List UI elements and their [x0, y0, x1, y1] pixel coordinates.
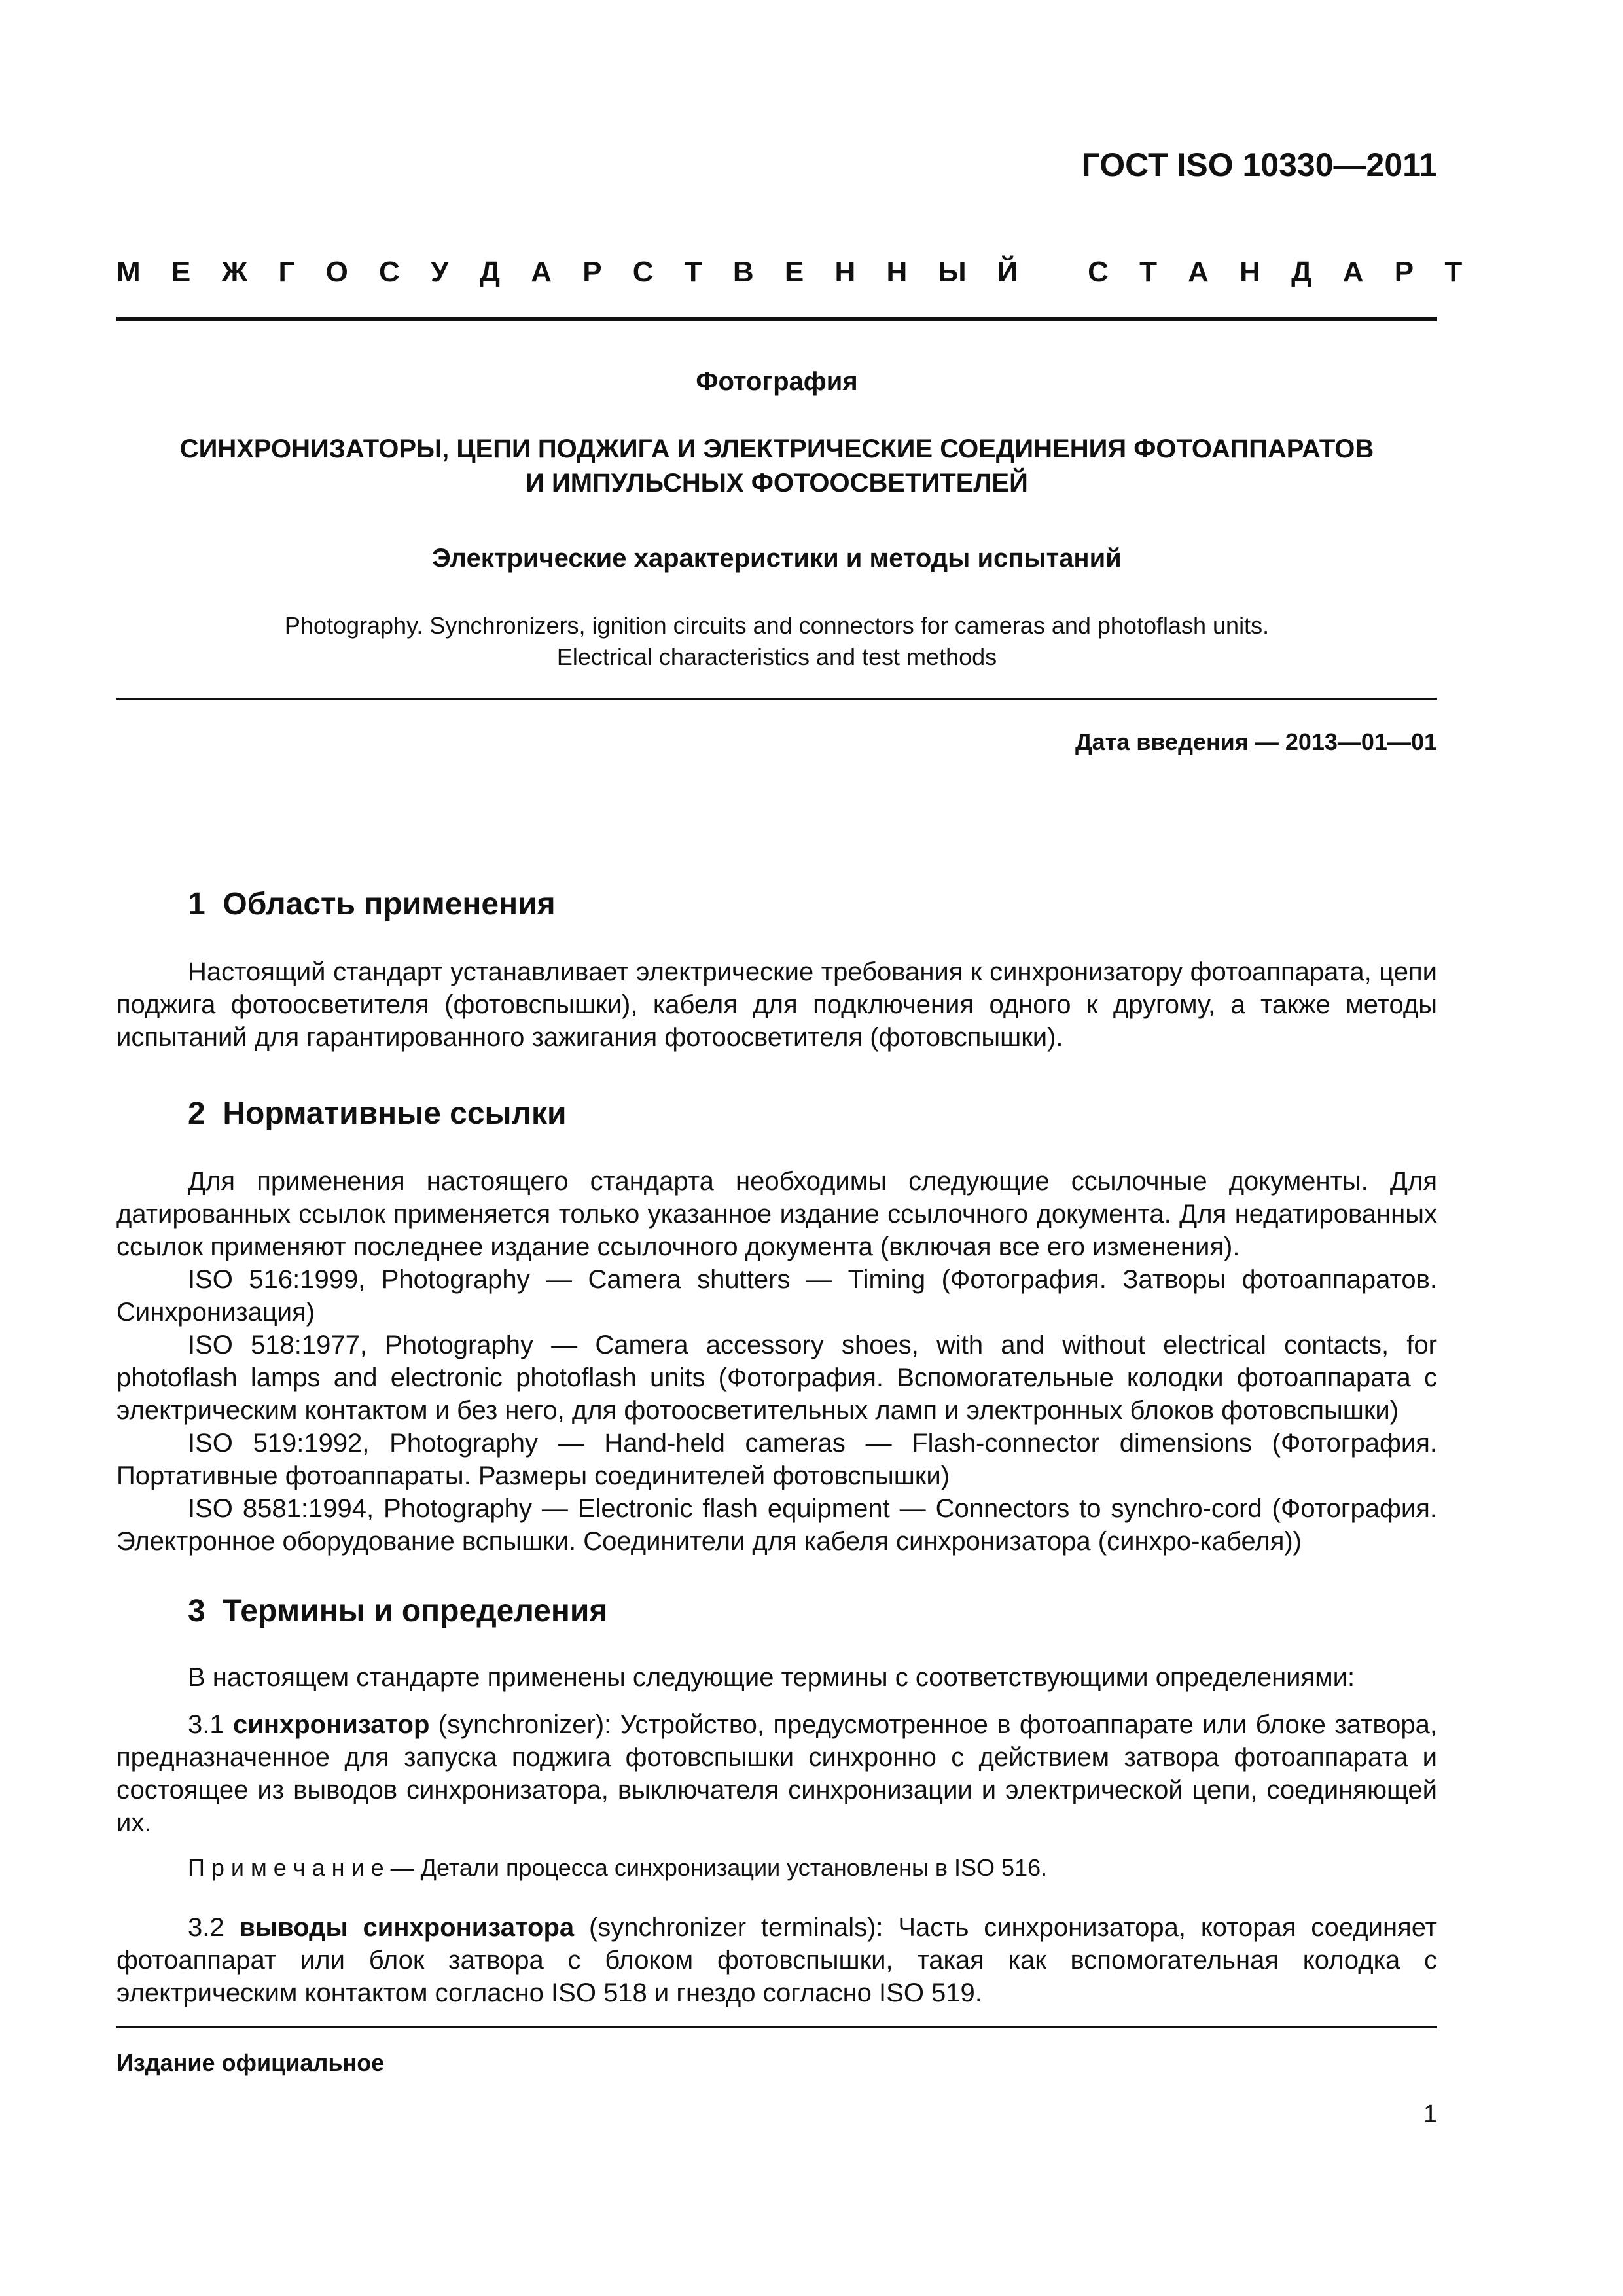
introduction-date: Дата введения — 2013—01—01 [1075, 728, 1437, 755]
section-2-paragraph: Для применения настоящего стандарта необходимы следующие ссылочные документы. Для датированных ссылок применяется только указанное издание ссылочного документа. Для недатированных ссылок применяют последнее издание ссылочного документа (включая все его изменения). [116, 1167, 1437, 1261]
footer-rule [116, 2026, 1437, 2028]
english-title-line-2: Electrical characteristics and test methods [556, 643, 997, 670]
section-1-heading: 1 Область применения [188, 887, 556, 922]
section-3-intro: В настоящем стандарте применены следующие термины с соответствующими определениями: [188, 1663, 1355, 1692]
term-3-2-definition: (synchronizer terminals): Часть синхронизатора, которая соединяет фотоаппарат или блок затвора с блоком фотовспышки, такая как вспомогательная колодка с электрическим контактом согласно ISO 518 и гнездо согласно ISO 519. [116, 1913, 1437, 2007]
term-3-2 [116, 1911, 1437, 2009]
term-3-1-definition: (synchronizer): Устройство, предусмотренное в фотоаппарате или блоке затвора, предназначенное для запуска поджига фотовспышки синхронно с действием затвора фотоаппарата и состоящее из выводов синхронизатора, выключателя синхронизации и электрической цепи, соединяющей их. [116, 1710, 1437, 1837]
term-3-2-name: выводы синхронизатора [239, 1913, 575, 1942]
english-title-line-1: Photography. Synchronizers, ignition circuits and connectors for cameras and photoflash units. [284, 612, 1270, 639]
section-1-paragraph: Настоящий стандарт устанавливает электрические требования к синхронизатору фотоаппарата, цепи поджига фотоосветителя (фотовспышки), кабеля для подключения одного к другому, а также методы испытаний для гарантированного зажигания фотоосветителя (фотовспышки). [116, 958, 1437, 1052]
header-rule [116, 317, 1437, 321]
section-2-heading: 2 Нормативные ссылки [188, 1096, 567, 1131]
term-3-1-number: 3.1 [188, 1710, 224, 1739]
reference-iso-8581: ISO 8581:1994, Photography — Electronic flash equipment — Connectors to synchro-cord (Фотография. Электронное оборудование вспышки. Соединители для кабеля синхронизатора (синхро-кабеля)) [116, 1494, 1437, 1556]
reference-iso-518: ISO 518:1977, Photography — Camera accessory shoes, with and without electrical contacts, for photoflash lamps and electronic photoflash units (Фотография. Вспомогательные колодки фотоаппарата с электрическим контактом и без него, для фотоосветительных ламп и электронных блоков фотовспышки) [116, 1331, 1437, 1425]
category-title: Фотография [696, 367, 858, 396]
document-code: ГОСТ ISO 10330—2011 [1081, 147, 1437, 183]
term-3-1-name: синхронизатор [232, 1710, 430, 1739]
document-type-text: М Е Ж Г О С У Д А Р С Т В Е Н Н Ы Й С Т А Н Д А Р Т [116, 256, 1474, 288]
note-3-1 [116, 1852, 1437, 1884]
document-type-banner [116, 254, 1474, 291]
term-3-2-number: 3.2 [188, 1913, 224, 1942]
subtitle: Электрические характеристики и методы испытаний [432, 544, 1122, 573]
note-text: — Детали процесса синхронизации установлены в ISO 516. [383, 1854, 1048, 1881]
section-3-heading: 3 Термины и определения [188, 1594, 608, 1628]
note-label: П р и м е ч а н и е [188, 1854, 384, 1881]
edition-label: Издание официальное [116, 2049, 385, 2076]
title-rule [116, 698, 1437, 700]
term-3-1 [116, 1708, 1437, 1839]
reference-iso-516: ISO 516:1999, Photography — Camera shutters — Timing (Фотография. Затворы фотоаппаратов. Синхронизация) [116, 1265, 1437, 1327]
page-number: 1 [1423, 2100, 1437, 2128]
main-title-line-2: И ИМПУЛЬСНЫХ ФОТООСВЕТИТЕЛЕЙ [526, 469, 1028, 497]
main-title-line-1: СИНХРОНИЗАТОРЫ, ЦЕПИ ПОДЖИГА И ЭЛЕКТРИЧЕСКИЕ СОЕДИНЕНИЯ ФОТОАППАРАТОВ [179, 435, 1374, 463]
reference-iso-519: ISO 519:1992, Photography — Hand-held cameras — Flash-connector dimensions (Фотография. Портативные фотоаппараты. Размеры соединителей фотовспышки) [116, 1429, 1437, 1490]
